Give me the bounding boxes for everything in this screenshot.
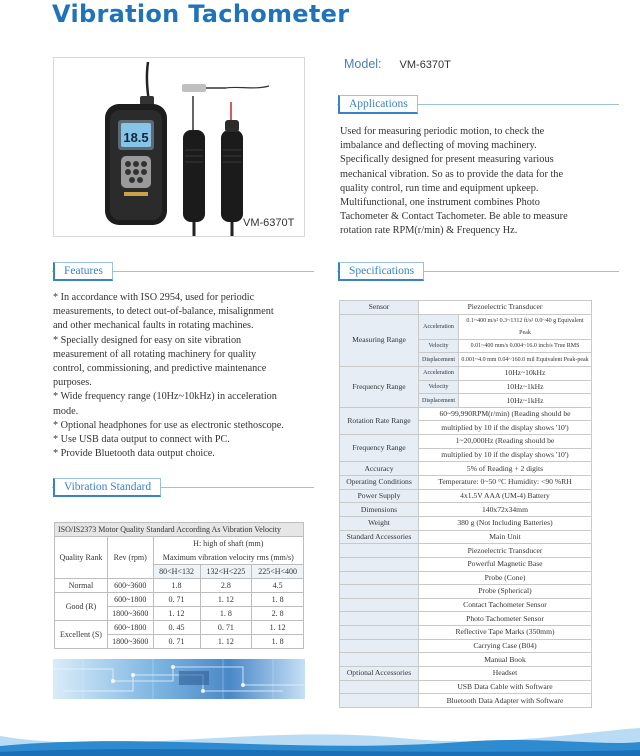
spec-value: 0.01~400 mm/s 0.004~16.0 inch/s True RMS [459,339,592,353]
spec-label: Standard Accessories [340,530,419,544]
feature-line: * Specially designed for easy on site vibration [53,334,242,346]
spec-value: Piezoelectric Transducer [419,544,592,558]
spec-label: Operating Conditions [340,476,419,490]
applications-line: rotation rate RPM(r/min) & Frequency Hz. [340,225,518,237]
model-value: VM-6370T [399,59,451,71]
spec-value: multiplied by 10 if the display shows '10') [419,448,592,462]
display-reading: 18.5 [123,130,149,145]
vs-cell: 1. 8 [252,593,304,607]
spec-value: USB Data Cable with Software [419,680,592,694]
model-row [344,57,451,71]
table-row [340,639,592,653]
photo-model-label: VM-6370T [243,217,295,229]
vs-head-velocity: Maximum vibration velocity rms (mm/s) [153,551,303,565]
spec-label: Rotation Rate Range [340,407,419,434]
specifications-table [339,300,592,708]
table-row [340,476,592,490]
spec-value: 1~20,000Hz (Reading should be [419,435,592,449]
spec-label: Measuring Range [340,314,419,366]
spec-sub: Displacement [419,394,459,408]
spec-sub: Displacement [419,353,459,367]
vs-caption: ISO/IS2373 Motor Quality Standard According As Vibration Velocity [55,523,304,537]
vs-cell: 1. 12 [252,621,304,635]
spec-value: Temperature: 0~50 °C Humidity: <90 %RH [419,476,592,490]
spec-value: Reflective Tape Marks (350mm) [419,626,592,640]
feature-line: * In accordance with ISO 2954, used for periodic [53,292,255,303]
feature-line: control, commissioning, and predictive maintenance [53,363,267,375]
vs-cell: 2.8 [200,579,252,593]
spec-value: Probe (Cone) [419,571,592,585]
spec-sub: Velocity [419,380,459,394]
table-row [340,667,592,681]
product-photo [53,57,305,237]
spec-value: 10Hz~1kHz [459,394,592,408]
applications-line: imbalance and deflecting of moving machinery. [340,140,537,152]
vs-cell: 0. 45 [153,621,200,635]
spec-label: Frequency Range [340,435,419,462]
table-row [340,557,592,571]
spec-value: Piezoelectric Transducer [419,301,592,315]
feature-line: purposes. [53,377,92,389]
table-row [340,626,592,640]
spec-value: 5% of Reading + 2 digits [419,462,592,476]
table-row [340,694,592,708]
vs-cell: 2. 8 [252,607,304,621]
vs-rev: 600~3600 [107,579,153,593]
applications-line: Tachometer & Contact Tachometer. Be able to measure [340,211,568,223]
table-row [340,503,592,517]
feature-line: * Provide Bluetooth data output choice. [53,448,215,460]
table-row [340,435,592,449]
features-list [53,291,315,461]
vs-cell: 1. 12 [153,607,200,621]
spec-sub: Acceleration [419,366,459,380]
table-row [340,598,592,612]
applications-line: mechanical vibration. So as to provide the data for the [340,168,564,180]
spec-value: Carrying Case (B04) [419,639,592,653]
table-row [340,680,592,694]
tachometer-illustration [54,58,306,238]
vs-head-rev: Rev (rpm) [107,537,153,579]
vs-cell: 0. 71 [200,621,252,635]
spec-value: 10Hz~1kHz [459,380,592,394]
feature-line: * Wide frequency range (10Hz~10kHz) in acceleration [53,391,277,403]
vs-cell: 0. 71 [153,635,200,649]
page-title: Vibration Tachometer [52,0,350,28]
vs-cell: 0. 71 [153,593,200,607]
circuit-board-image [53,659,305,699]
spec-label: Accuracy [340,462,419,476]
spec-value: Photo Tachometer Sensor [419,612,592,626]
feature-line: * Use USB data output to connect with PC. [53,434,230,446]
feature-line: mode. [53,405,79,417]
vs-head-shaft: H: high of shaft (mm) [153,537,303,551]
spec-value: Main Unit [419,530,592,544]
table-row [340,489,592,503]
spec-value: Manual Book [419,653,592,667]
table-row [340,585,592,599]
table-row [55,593,304,607]
feature-line: * Optional headphones for use as electronic stethoscope. [53,419,284,431]
spec-value: Bluetooth Data Adapter with Software [419,694,592,708]
vs-rev: 600~1800 [107,621,153,635]
vs-head-rank: Quality Rank [55,537,108,579]
vs-cell: 1.8 [153,579,200,593]
spec-label: Frequency Range [340,366,419,407]
table-row [340,314,592,339]
applications-line: Specifically designed for present measuring various [340,154,554,166]
model-label: Model: [344,57,382,71]
table-row [340,407,592,421]
spec-value: 4x1.5V AAA (UM-4) Battery [419,489,592,503]
vs-rank: Good (R) [55,593,108,621]
spec-value: Probe (Spherical) [419,585,592,599]
table-row [340,544,592,558]
spec-label: Optional Accessories [340,667,419,681]
vs-rank: Excellent (S) [55,621,108,649]
spec-value: Contact Tachometer Sensor [419,598,592,612]
table-row [340,571,592,585]
table-row [340,530,592,544]
vs-rev: 1800~3600 [107,635,153,649]
spec-value: 380 g (Not Including Batteries) [419,516,592,530]
spec-label: Dimensions [340,503,419,517]
spec-value: 60~99,990RPM(r/min) (Reading should be [419,407,592,421]
spec-value: 140x72x34mm [419,503,592,517]
vs-col: 80<H<132 [153,565,200,579]
vibration-standard-table [54,522,304,649]
feature-line: and other mechanical faults in rotating machines. [53,320,254,332]
spec-value: 0.1~400 m/s² 0.3~1312 ft/s² 0.0~40 g Equivalent Peak [459,314,592,339]
spec-value: Powerful Magnetic Base [419,557,592,571]
feature-line: measurement of all rotating machinery for quality [53,348,257,360]
footer-wave [0,722,640,756]
feature-line: measurements, to detect out-of-balance, misalignment [53,306,274,318]
vs-rev: 600~1800 [107,593,153,607]
table-row [340,653,592,667]
table-row [340,612,592,626]
vs-cell: 1. 12 [200,635,252,649]
spec-label: Power Supply [340,489,419,503]
vs-rev: 1800~3600 [107,607,153,621]
applications-line: Multifunctional, one instrument combines Photo [340,197,540,209]
spec-value: 10Hz~10kHz [459,366,592,380]
vibration-standard-heading: Vibration Standard [53,478,161,497]
vs-cell: 1. 8 [252,635,304,649]
vs-col: 225<H<400 [252,565,304,579]
table-row [340,462,592,476]
spec-value: Headset [419,667,592,681]
spec-sub: Velocity [419,339,459,353]
applications-text [340,125,625,239]
table-row [340,516,592,530]
spec-sub: Acceleration [419,314,459,339]
applications-line: quality control, run time and equipment upkeep. [340,182,539,194]
features-heading: Features [53,262,113,281]
vs-cell: 1. 12 [200,593,252,607]
spec-value: 0.001~4.0 mm 0.04~160.0 mil Equivalent Peak-peak [459,353,592,367]
vs-cell: 4.5 [252,579,304,593]
specifications-heading: Specifications [338,262,424,281]
applications-line: Used for measuring periodic motion, to check the [340,126,545,137]
spec-value: multiplied by 10 if the display shows '10') [419,421,592,435]
table-row [55,579,304,593]
table-row [340,366,592,380]
vs-cell: 1. 8 [200,607,252,621]
applications-heading: Applications [338,95,418,114]
table-row [340,301,592,315]
vs-col: 132<H<225 [200,565,252,579]
spec-label: Sensor [340,301,419,315]
vs-rank: Normal [55,579,108,593]
table-row [55,621,304,635]
spec-label: Weight [340,516,419,530]
